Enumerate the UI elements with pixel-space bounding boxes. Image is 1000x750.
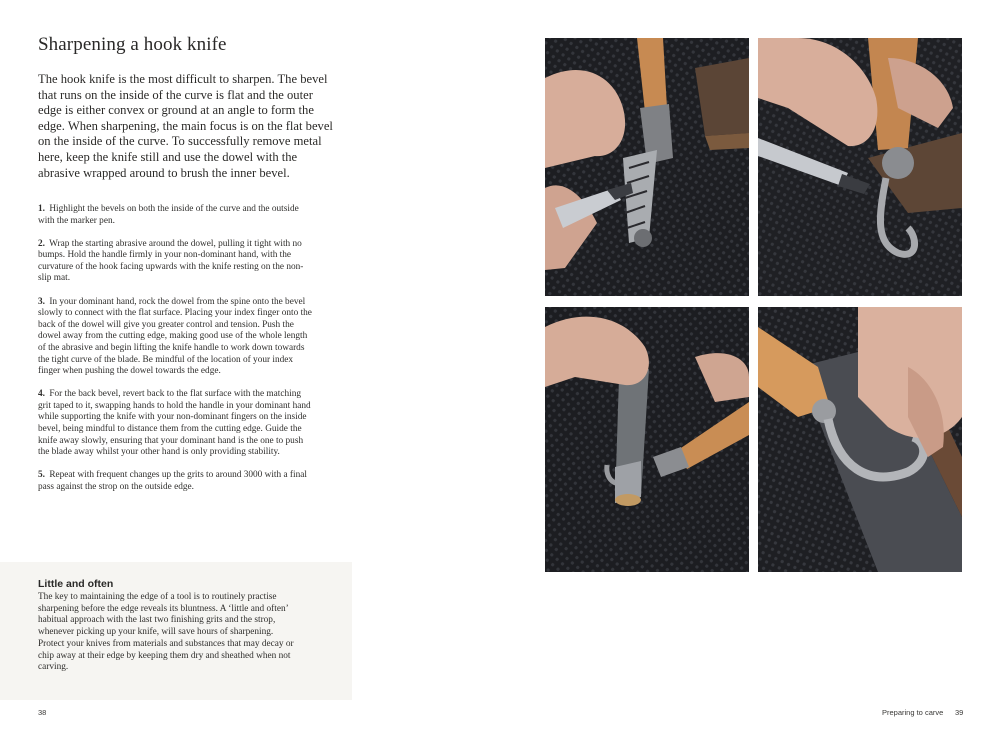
page-title: Sharpening a hook knife xyxy=(38,34,227,55)
step-text: In your dominant hand, rock the dowel from the spine onto the bevel slowly to connect with the flat surface. Placing your index finger onto the back of the dowel will give you greater control and tension. Push the dowel away from the cutting edge, making good use of the whole length of the abrasive and begin lifting the knife handle to work down towards the tight curve of the blade. Be mindful of the location of your index finger when pushing the dowel towards the edge. xyxy=(38,296,312,377)
photo-marking-outer-bevel xyxy=(758,38,962,296)
running-head: Preparing to carve xyxy=(882,708,944,717)
step-item xyxy=(38,470,316,493)
photo-marking-bevel xyxy=(545,38,749,296)
step-item xyxy=(38,389,316,459)
step-text: Highlight the bevels on both the inside of the curve and the outside with the marker pen. xyxy=(38,204,299,226)
photo-dowel-abrasive xyxy=(545,307,749,572)
step-item xyxy=(38,297,316,378)
steps-list xyxy=(38,204,316,505)
page-number-left: 38 xyxy=(38,708,47,717)
intro-paragraph: The hook knife is the most difficult to sharpen. The bevel that runs on the inside of the curve is flat and the outer edge is either convex or ground at an angle to form the edge. When sharpening, the main focus is on the flat bevel on the inside of the curve. To successfully remove metal here, keep the knife still and use the dowel with the abrasive wrapped around to brush the inner bevel. xyxy=(38,72,333,180)
step-number: 4. xyxy=(38,389,45,400)
step-number: 1. xyxy=(38,204,45,214)
tip-body: The key to maintaining the edge of a tool is to routinely practise sharpening before the edge reveals its bluntness. A ‘little and often’ habitual approach with the last two finishing grits and the strop, whenever picking up your knife, will save hours of sharpening. Protect your knives from materials and substances that may decay or chip away at their edge by keeping them dry and sheathed when not carving. xyxy=(38,592,294,673)
step-item xyxy=(38,204,316,227)
tip-title: Little and often xyxy=(38,578,114,590)
step-number: 3. xyxy=(38,296,45,307)
step-number: 5. xyxy=(38,470,45,481)
page-number-right: 39 xyxy=(955,708,964,717)
step-number: 2. xyxy=(38,238,45,249)
step-text: Repeat with frequent changes up the grits to around 3000 with a final pass against the strop on the outside edge. xyxy=(38,470,307,492)
step-text: For the back bevel, revert back to the flat surface with the matching grit taped to it, swapping hands to hold the handle in your dominant hand while supporting the knife with your non-dominant fingers on the inside bevel, being mindful to distance them from the cutting edge. Guide the knife away slowly, ensuring that your dominant hand is the one to push the blade away whilst your other hand is only providing stability. xyxy=(38,389,311,458)
photo-back-bevel-strop xyxy=(758,307,962,572)
step-item xyxy=(38,239,316,285)
step-text: Wrap the starting abrasive around the dowel, pulling it tight with no bumps. Hold the handle firmly in your non-dominant hand, with the curvature of the hook facing upwards with the knife resting on the non-slip mat. xyxy=(38,238,304,284)
